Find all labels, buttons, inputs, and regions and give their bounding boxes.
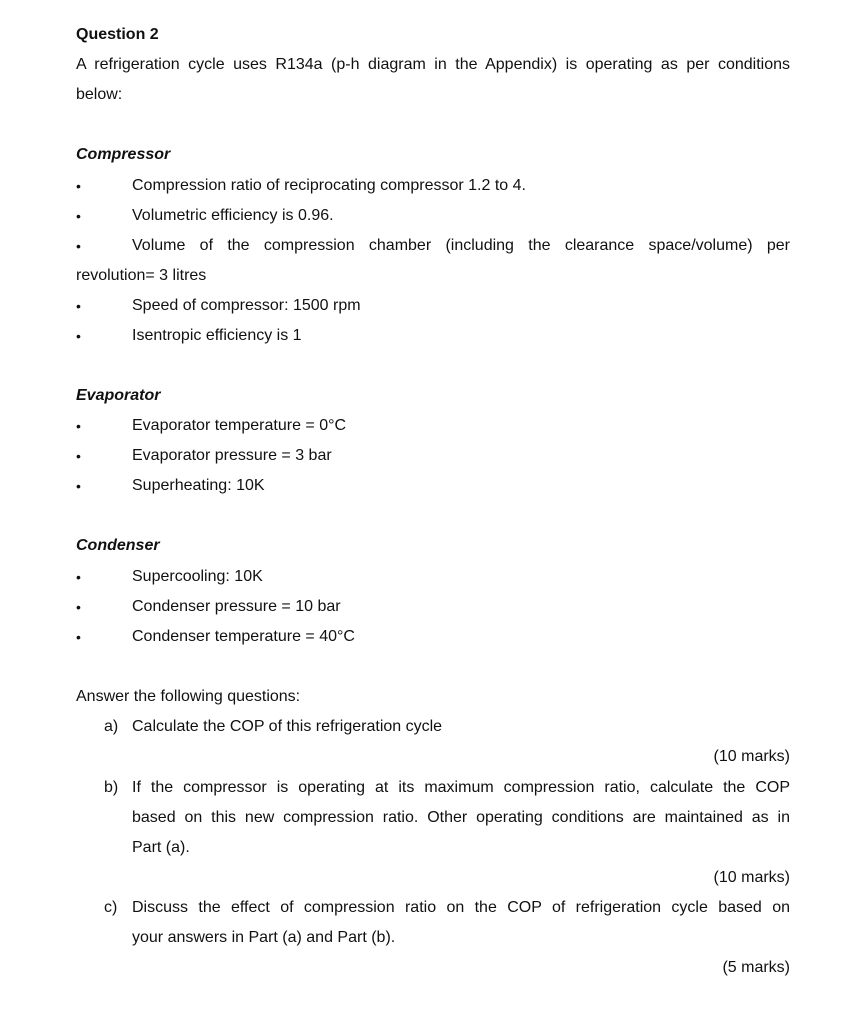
question-c-text-line1: Discuss the effect of compression ratio on the COP of refrigeration cycle based on [132,899,790,916]
questions-prompt: Answer the following questions: [76,688,301,705]
evaporator-item: Evaporator pressure = 3 bar [132,447,332,464]
question-b-marks: (10 marks) [713,869,790,886]
question-b-text-line3: Part (a). [132,839,190,856]
question-a-marks: (10 marks) [713,748,790,765]
question-c-text-line2: your answers in Part (a) and Part (b). [132,929,396,946]
bullet-icon: • [76,298,81,314]
bullet-icon: • [76,208,81,224]
compressor-item-continuation: revolution= 3 litres [76,267,207,284]
intro-text-line2: below: [76,86,123,103]
evaporator-heading: Evaporator [76,387,161,404]
condenser-item: Condenser temperature = 40°C [132,628,355,645]
compressor-item: Volumetric efficiency is 0.96. [132,207,334,224]
question-title: Question 2 [76,26,159,43]
intro-text-line1: A refrigeration cycle uses R134a (p-h diagram in the Appendix) is operating as per conditions [76,56,790,73]
bullet-icon: • [76,478,81,494]
question-b-text-line2: based on this new compression ratio. Other operating conditions are maintained as in [132,809,790,826]
compressor-item: Volume of the compression chamber (including the clearance space/volume) per [132,237,790,254]
bullet-icon: • [76,629,81,645]
bullet-icon: • [76,328,81,344]
compressor-item: Compression ratio of reciprocating compressor 1.2 to 4. [132,177,526,194]
compressor-item: Isentropic efficiency is 1 [132,327,302,344]
question-b-text-line1: If the compressor is operating at its maximum compression ratio, calculate the COP [132,779,790,796]
bullet-icon: • [76,238,81,254]
compressor-heading: Compressor [76,146,171,163]
condenser-heading: Condenser [76,537,160,554]
evaporator-item: Superheating: 10K [132,477,265,494]
question-c-marks: (5 marks) [722,959,790,976]
question-c-label: c) [104,899,118,916]
bullet-icon: • [76,569,81,585]
condenser-item: Supercooling: 10K [132,568,263,585]
bullet-icon: • [76,599,81,615]
question-a-text: Calculate the COP of this refrigeration cycle [132,718,443,735]
condenser-item: Condenser pressure = 10 bar [132,598,341,615]
compressor-item: Speed of compressor: 1500 rpm [132,297,361,314]
question-a-label: a) [104,718,119,735]
bullet-icon: • [76,178,81,194]
evaporator-item: Evaporator temperature = 0°C [132,417,347,434]
question-b-label: b) [104,779,119,796]
bullet-icon: • [76,418,81,434]
bullet-icon: • [76,448,81,464]
